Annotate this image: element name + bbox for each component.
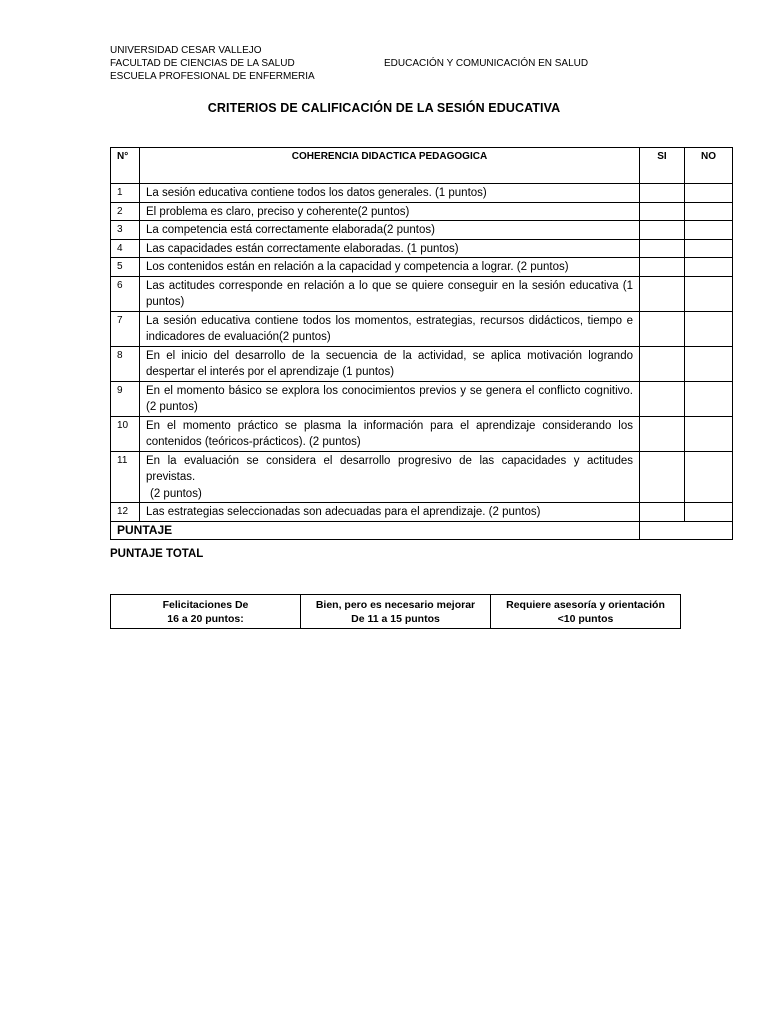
- yes-cell[interactable]: [640, 276, 685, 311]
- no-cell[interactable]: [685, 346, 733, 381]
- row-number: 11: [111, 451, 140, 503]
- row-number: 3: [111, 221, 140, 240]
- header-number: N°: [111, 148, 140, 184]
- row-criterion: Las actitudes corresponde en relación a lo que se quiere conseguir en la sesión educativa (1 puntos): [140, 276, 640, 311]
- row-number: 9: [111, 381, 140, 416]
- yes-cell[interactable]: [640, 381, 685, 416]
- yes-cell[interactable]: [640, 258, 685, 277]
- table-row: [111, 416, 733, 451]
- scale-excellent-label: Felicitaciones De: [162, 599, 249, 611]
- table-row: [111, 202, 733, 221]
- yes-cell[interactable]: [640, 184, 685, 203]
- grading-scale-row: [111, 595, 681, 629]
- document-header: [110, 44, 315, 83]
- no-cell[interactable]: [685, 184, 733, 203]
- no-cell[interactable]: [685, 451, 733, 503]
- row-criterion: El problema es claro, preciso y coherente(2 puntos): [140, 202, 640, 221]
- no-cell[interactable]: [685, 416, 733, 451]
- yes-cell[interactable]: [640, 202, 685, 221]
- row-number: 12: [111, 503, 140, 522]
- row-criterion: En el momento práctico se plasma la información para el aprendizaje considerando los contenidos (teóricos-prácticos). (2 puntos): [140, 416, 640, 451]
- scale-good-range: De 11 a 15 puntos: [351, 613, 440, 625]
- row-number: 10: [111, 416, 140, 451]
- row-criterion: Los contenidos están en relación a la capacidad y competencia a lograr. (2 puntos): [140, 258, 640, 277]
- no-cell[interactable]: [685, 311, 733, 346]
- no-cell[interactable]: [685, 503, 733, 522]
- table-row: [111, 239, 733, 258]
- scale-good-label: Bien, pero es necesario mejorar: [315, 599, 476, 611]
- table-row: [111, 451, 733, 503]
- yes-cell[interactable]: [640, 221, 685, 240]
- table-row: [111, 184, 733, 203]
- no-cell[interactable]: [685, 239, 733, 258]
- yes-cell[interactable]: [640, 346, 685, 381]
- row-criterion-points: (2 puntos): [150, 487, 202, 500]
- row-number: 7: [111, 311, 140, 346]
- header-no: NO: [685, 148, 733, 184]
- row-criterion: La sesión educativa contiene todos los momentos, estrategias, recursos didácticos, tiempo e indicadores de evaluación(2 puntos): [140, 311, 640, 346]
- scale-good: [301, 595, 491, 629]
- total-score-heading: PUNTAJE TOTAL: [110, 548, 204, 560]
- scale-needs-help: [491, 595, 681, 629]
- university-name: UNIVERSIDAD CESAR VALLEJO: [110, 45, 262, 56]
- yes-cell[interactable]: [640, 416, 685, 451]
- row-number: 8: [111, 346, 140, 381]
- yes-cell[interactable]: [640, 451, 685, 503]
- scale-needs-help-range: <10 puntos: [557, 613, 614, 625]
- faculty-name: FACULTAD DE CIENCIAS DE LA SALUD: [110, 58, 295, 69]
- table-row: [111, 311, 733, 346]
- no-cell[interactable]: [685, 221, 733, 240]
- yes-cell[interactable]: [640, 503, 685, 522]
- page-title: CRITERIOS DE CALIFICACIÓN DE LA SESIÓN EDUCATIVA: [207, 101, 561, 115]
- row-criterion-text: En la evaluación se considera el desarrollo progresivo de las capacidades y actitudes previstas.: [146, 454, 633, 483]
- row-number: 2: [111, 202, 140, 221]
- no-cell[interactable]: [685, 276, 733, 311]
- total-score-cell[interactable]: [640, 521, 733, 539]
- row-criterion: En el inicio del desarrollo de la secuencia de la actividad, se aplica motivación logrando despertar el interés por el aprendizaje (1 puntos): [140, 346, 640, 381]
- row-number: 1: [111, 184, 140, 203]
- yes-cell[interactable]: [640, 239, 685, 258]
- table-row: [111, 258, 733, 277]
- row-number: 4: [111, 239, 140, 258]
- no-cell[interactable]: [685, 258, 733, 277]
- table-row: [111, 221, 733, 240]
- row-criterion: La sesión educativa contiene todos los datos generales. (1 puntos): [140, 184, 640, 203]
- row-criterion: En el momento básico se explora los conocimientos previos y se genera el conflicto cognitivo. (2 puntos): [140, 381, 640, 416]
- total-row: [111, 521, 733, 539]
- criteria-table: [110, 147, 733, 540]
- header-yes: SI: [640, 148, 685, 184]
- school-name: ESCUELA PROFESIONAL DE ENFERMERIA: [110, 71, 315, 82]
- table-row: [111, 381, 733, 416]
- header-criterion: COHERENCIA DIDACTICA PEDAGOGICA: [140, 148, 640, 184]
- row-number: 5: [111, 258, 140, 277]
- yes-cell[interactable]: [640, 311, 685, 346]
- table-row: [111, 503, 733, 522]
- scale-needs-help-label: Requiere asesoría y orientación: [506, 599, 665, 611]
- row-criterion: [140, 451, 640, 503]
- row-criterion: Las capacidades están correctamente elaboradas. (1 puntos): [140, 239, 640, 258]
- course-name: EDUCACIÓN Y COMUNICACIÓN EN SALUD: [384, 58, 589, 69]
- row-criterion: La competencia está correctamente elaborada(2 puntos): [140, 221, 640, 240]
- scale-excellent: [111, 595, 301, 629]
- no-cell[interactable]: [685, 202, 733, 221]
- row-criterion: Las estrategias seleccionadas son adecuadas para el aprendizaje. (2 puntos): [140, 503, 640, 522]
- table-header-row: [111, 148, 733, 184]
- row-number: 6: [111, 276, 140, 311]
- table-row: [111, 346, 733, 381]
- table-row: [111, 276, 733, 311]
- grading-scale-table: [110, 594, 681, 629]
- total-label: PUNTAJE: [111, 521, 640, 539]
- scale-excellent-range: 16 a 20 puntos:: [167, 613, 244, 625]
- no-cell[interactable]: [685, 381, 733, 416]
